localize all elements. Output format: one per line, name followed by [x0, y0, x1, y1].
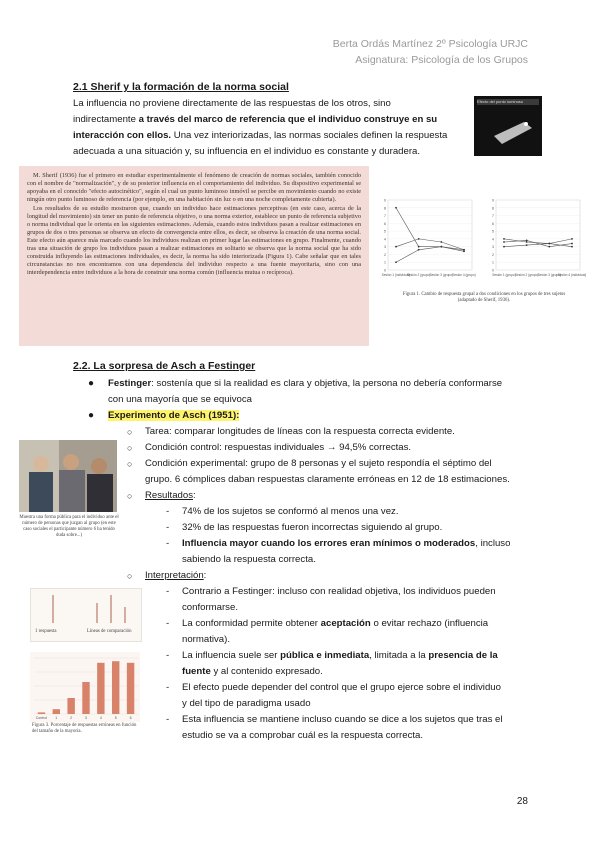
asch-photo: [19, 440, 117, 512]
sherif-line-3: [73, 128, 463, 144]
y-tick-label: 3: [492, 245, 494, 250]
bar-category-label: 5: [114, 716, 117, 720]
festinger-bold: Festinger: [108, 378, 152, 389]
x-tick-label: Sesión 3 (grupo): [537, 273, 562, 277]
interp-text: y al contenido expresado.: [210, 666, 323, 677]
figure-1-caption: Figura 1. Cambio de respuesta grupal a dos condiciones en los grupos de tres sujetos (adaptado de Sherif, 1936).: [402, 292, 566, 303]
bar: [112, 661, 119, 714]
sherif-paragraph: [73, 96, 463, 160]
result-item: [166, 536, 532, 568]
bar: [97, 663, 104, 714]
bar-category-label: 4: [99, 716, 102, 720]
bullet-festinger: [88, 376, 528, 408]
person-body: [59, 470, 85, 512]
sherif-quote-para-2: Los resultados de su estudio mostraron que, cuando un individuo hace estimaciones perceptivas (en este caso, acerca de la longitud del movimiento) sin tener un punto de referencia objetivo, o una norma exterior, establece un punto de referencia subjetivo o norma individual que le orienta en las siguientes estimaciones. Además, cuando estos individuos pasan a realizar estimaciones en grupos de dos o tres personas se observa un efecto de convergencia entre ellos, es decir, se observa la creación de una norma social. Este efecto aún aparece más marcado cuando los individuos realizan en primer lugar las estimaciones en grupo. Finalmente, cuando tras una situación de grupo los individuos pasan a realizar estimaciones en solitario se observa que la norma social que ha sido construida influyendo las estimaciones individuales, es decir, la norma ha sido interiorizada (Figura 1). Cabe señalar que en tales circunstancias no nos encontramos con una dependencia del individuo respecto a una fuente mayoritaria, sino con una interdependencia entre individuos a la hora de construir una norma común (influencia mutua o recíproca).: [27, 205, 361, 276]
series-point: [418, 238, 420, 240]
dash-bullet: -: [166, 522, 170, 533]
header-author: Berta Ordás Martínez 2º Psicología URJC: [332, 38, 528, 50]
interp-text: La conformidad permite obtener: [182, 618, 321, 629]
dash-bullet: -: [166, 714, 170, 725]
comparison-label: Líneas de comparación: [87, 629, 132, 634]
bar-category-label: Control: [35, 716, 48, 720]
series-point: [395, 207, 397, 209]
plot-area: [496, 200, 580, 270]
results-heading: Resultados: [145, 490, 193, 501]
sub-text: Condición experimental: grupo de 8 personas y el sujeto respondía el séptimo del: [145, 458, 492, 469]
header-subject: Asignatura: Psicología de los Grupos: [355, 54, 528, 66]
y-tick-label: 5: [492, 229, 494, 234]
interp-bold: pública e inmediata: [280, 650, 370, 661]
sherif-line-1: La influencia no proviene directamente de las respuestas de los otros, sino: [73, 98, 391, 109]
bar-category-label: 3: [85, 716, 87, 720]
interp-item: [166, 616, 532, 648]
y-tick-label: 1: [492, 260, 494, 265]
figure-1: [376, 196, 586, 316]
interp-item: [166, 712, 532, 744]
header: [333, 36, 528, 68]
dash-bullet: -: [166, 650, 170, 661]
sub-text: Condición control: respuestas individuales → 94,5% correctas.: [145, 442, 412, 453]
y-tick-label: 1: [384, 260, 386, 265]
series-point: [440, 246, 442, 248]
y-tick-label: 8: [492, 206, 494, 211]
sub-item-interpretation: [127, 568, 207, 584]
series-point: [548, 243, 550, 245]
section-title-asch: 2.2. La sorpresa de Asch a Festinger: [73, 360, 256, 372]
series-point: [440, 241, 442, 243]
result-bold: Influencia mayor cuando los errores eran mínimos o moderados: [182, 538, 476, 549]
interpretation-heading: Interpretación: [145, 570, 204, 581]
sherif-quote-para-1: M. Sherif (1936) fue el primero en estudiar experimentalmente el fenómeno de creación de normas sociales, también conocido con el nombre de "normalización", y de su posterior influencia en el comportamiento del individuo. Su dispositivo experimental se apoyaba en el conocido "efecto autocinético", según el cual un punto luminoso inmóvil se percibe en movimiento cuando no existe ningún otro punto luminoso de referencia (por ejemplo, en una habitación sin luz o en una noche completamente cubierta).: [27, 172, 361, 203]
standard-label: 1 respuesta: [35, 629, 57, 634]
colon: :: [203, 570, 207, 581]
series-point: [503, 241, 505, 243]
page-number: 28: [516, 796, 528, 807]
interp-text: Esta influencia se mantiene incluso cuando se dice a los sujetos que tras el: [182, 714, 503, 725]
interp-item: [166, 584, 532, 616]
sub-item-control: [127, 440, 535, 456]
y-tick-label: 0: [492, 268, 494, 273]
y-tick-label: 6: [492, 221, 494, 226]
bar-category-label: 1: [55, 716, 58, 720]
result-text: sabiendo la respuesta correcta.: [182, 554, 316, 565]
person-body: [87, 474, 113, 512]
y-tick-label: 3: [384, 245, 386, 250]
bar-chart-caption: Figura 3. Porcentaje de respuestas erróneas en función del tamaño de la mayoría.: [32, 723, 137, 734]
series-point: [395, 261, 397, 263]
y-tick-label: 0: [384, 268, 386, 273]
y-tick-label: 7: [492, 214, 494, 219]
y-tick-label: 6: [384, 221, 386, 226]
asch-highlight: Experimento de Asch (1951):: [108, 410, 240, 421]
dash-bullet: -: [166, 618, 170, 629]
sherif-text: indirectamente: [73, 114, 139, 125]
y-tick-label: 7: [384, 214, 386, 219]
bar: [53, 709, 60, 714]
bar-category-label: 2: [70, 716, 73, 720]
festinger-text: : sostenía que si la realidad es clara y objetiva, la persona no debería conformarse: [151, 378, 503, 389]
circle-bullet: ○: [127, 427, 133, 437]
bar: [38, 712, 45, 714]
series-point: [463, 249, 465, 251]
asch-photo-caption: Muestra una forma pública para el individuo ante el número de personas que juzgan al grupo (en este caso sociales el participante número 6 ha tenido duda sobre...): [19, 515, 119, 538]
result-item: [166, 504, 532, 520]
interp-bold: aceptación: [320, 618, 371, 629]
y-tick-label: 9: [492, 198, 494, 203]
colon: :: [193, 490, 196, 501]
series-point: [503, 246, 505, 248]
dash-bullet: -: [166, 586, 170, 597]
sherif-line-2: [73, 112, 463, 128]
series-point: [571, 246, 573, 248]
sherif-line-4: adecuada a una situación y, su influencia en el individuo es constante y duradera.: [73, 146, 421, 157]
x-tick-label: Sesión 4 (grupo): [452, 273, 476, 277]
series-point: [526, 244, 528, 246]
interp-bold: presencia de la: [428, 650, 498, 661]
light-point: [524, 122, 528, 126]
series-point: [526, 241, 528, 243]
y-tick-label: 2: [492, 252, 494, 257]
section-title-sherif: 2.1 Sherif y la formación de la norma social: [73, 81, 289, 93]
bar: [82, 682, 89, 714]
bar-chart-svg: [30, 652, 140, 722]
sherif-quote-box: [19, 166, 369, 346]
sub-item-results: [127, 488, 535, 504]
x-tick-label: Sesión 3 (grupo): [429, 273, 454, 277]
person-body: [29, 472, 53, 512]
thumbnail-scene: [474, 96, 542, 156]
x-tick-label: Sesión 2 (grupo): [406, 273, 431, 277]
series-point: [418, 246, 420, 248]
y-tick-label: 9: [384, 198, 386, 203]
circle-bullet: ○: [127, 459, 133, 469]
result-text: , incluso: [475, 538, 511, 549]
y-tick-label: 5: [384, 229, 386, 234]
interp-text: La influencia suele ser: [182, 650, 281, 661]
y-tick-label: 8: [384, 206, 386, 211]
y-tick-label: 4: [384, 237, 386, 242]
asch-sublist: [127, 424, 535, 504]
person-head: [63, 454, 79, 470]
sherif-bold: interacción con ellos.: [73, 130, 172, 141]
festinger-line-1: [108, 376, 528, 392]
bullet-asch: [88, 408, 240, 424]
bar-category-label: 6: [129, 716, 132, 720]
dash-bullet: -: [166, 506, 170, 517]
y-tick-label: 2: [384, 252, 386, 257]
festinger-line-2: con una mayoría que se equivoca: [108, 394, 252, 405]
sub-item-task: [127, 424, 535, 440]
series-point: [395, 246, 397, 248]
person-head: [91, 458, 107, 474]
interp-text: , limitada a la: [369, 650, 429, 661]
bullet-dot: ●: [88, 378, 95, 389]
bar: [67, 698, 74, 714]
series-point: [571, 243, 573, 245]
interp-item: [166, 648, 532, 680]
interp-text: estudio se va a comprobar cuál es la respuesta correcta.: [182, 730, 424, 741]
series-point: [418, 249, 420, 251]
x-tick-label: Sesión 4 (individual): [557, 273, 586, 277]
interp-text: normativa).: [182, 634, 230, 645]
result-item: [166, 520, 532, 536]
series-point: [548, 246, 550, 248]
result-text: 32% de las respuestas fueron incorrectas siguiendo al grupo.: [182, 522, 443, 533]
sub-text: Tarea: comparar longitudes de líneas con la respuesta correcta evidente.: [145, 426, 455, 437]
bullet-dot: ●: [88, 410, 95, 421]
line-comparison-lines: [31, 589, 141, 629]
sub-item-experimental: [127, 456, 535, 488]
circle-bullet: ○: [127, 571, 133, 581]
interp-text: o evitar rechazo (influencia: [370, 618, 489, 629]
interp-bold: fuente: [182, 666, 211, 677]
series-point: [463, 250, 465, 252]
thumbnail-label: Efecto del punto luminoso: [477, 99, 539, 105]
interpretation-list: [166, 584, 532, 744]
bar: [127, 663, 134, 714]
x-tick-label: Sesión 1 (grupo): [492, 273, 516, 277]
autokinetic-thumbnail: [474, 96, 542, 156]
interp-item: [166, 680, 532, 712]
y-tick-label: 4: [492, 237, 494, 242]
dash-bullet: -: [166, 538, 170, 549]
interp-text: El efecto puede depender del control que el grupo ejerce sobre el individuo: [182, 682, 501, 693]
line-comparison-card: [30, 588, 142, 642]
x-tick-label: Sesión 1 (individual): [381, 273, 411, 277]
figure-1-charts: [376, 196, 586, 292]
circle-bullet: ○: [127, 443, 133, 453]
person-head: [33, 456, 49, 472]
result-text: 74% de los sujetos se conformó al menos una vez.: [182, 506, 399, 517]
sherif-text: Una vez interiorizadas, las normas sociales definen la respuesta: [171, 130, 448, 141]
series-point: [526, 240, 528, 242]
interp-text: y del tipo de paradigma usado: [182, 698, 311, 709]
sub-text: grupo. 6 cómplices daban respuestas claramente erróneas en 12 de 18 estimaciones.: [145, 474, 510, 485]
interpretation-row: [127, 568, 207, 584]
circle-bullet: ○: [127, 491, 133, 501]
interp-text: conformarse.: [182, 602, 238, 613]
x-tick-label: Sesión 2 (grupo): [514, 273, 539, 277]
interp-text: Contrario a Festinger: incluso con realidad objetiva, los individuos pueden: [182, 586, 496, 597]
asch-photo-scene: [19, 440, 117, 512]
dash-bullet: -: [166, 682, 170, 693]
sherif-bold: a través del marco de referencia que el individuo construye en su: [138, 114, 438, 125]
results-list: [166, 504, 532, 568]
series-point: [571, 238, 573, 240]
asch-bar-chart: [30, 652, 140, 738]
series-point: [503, 238, 505, 240]
